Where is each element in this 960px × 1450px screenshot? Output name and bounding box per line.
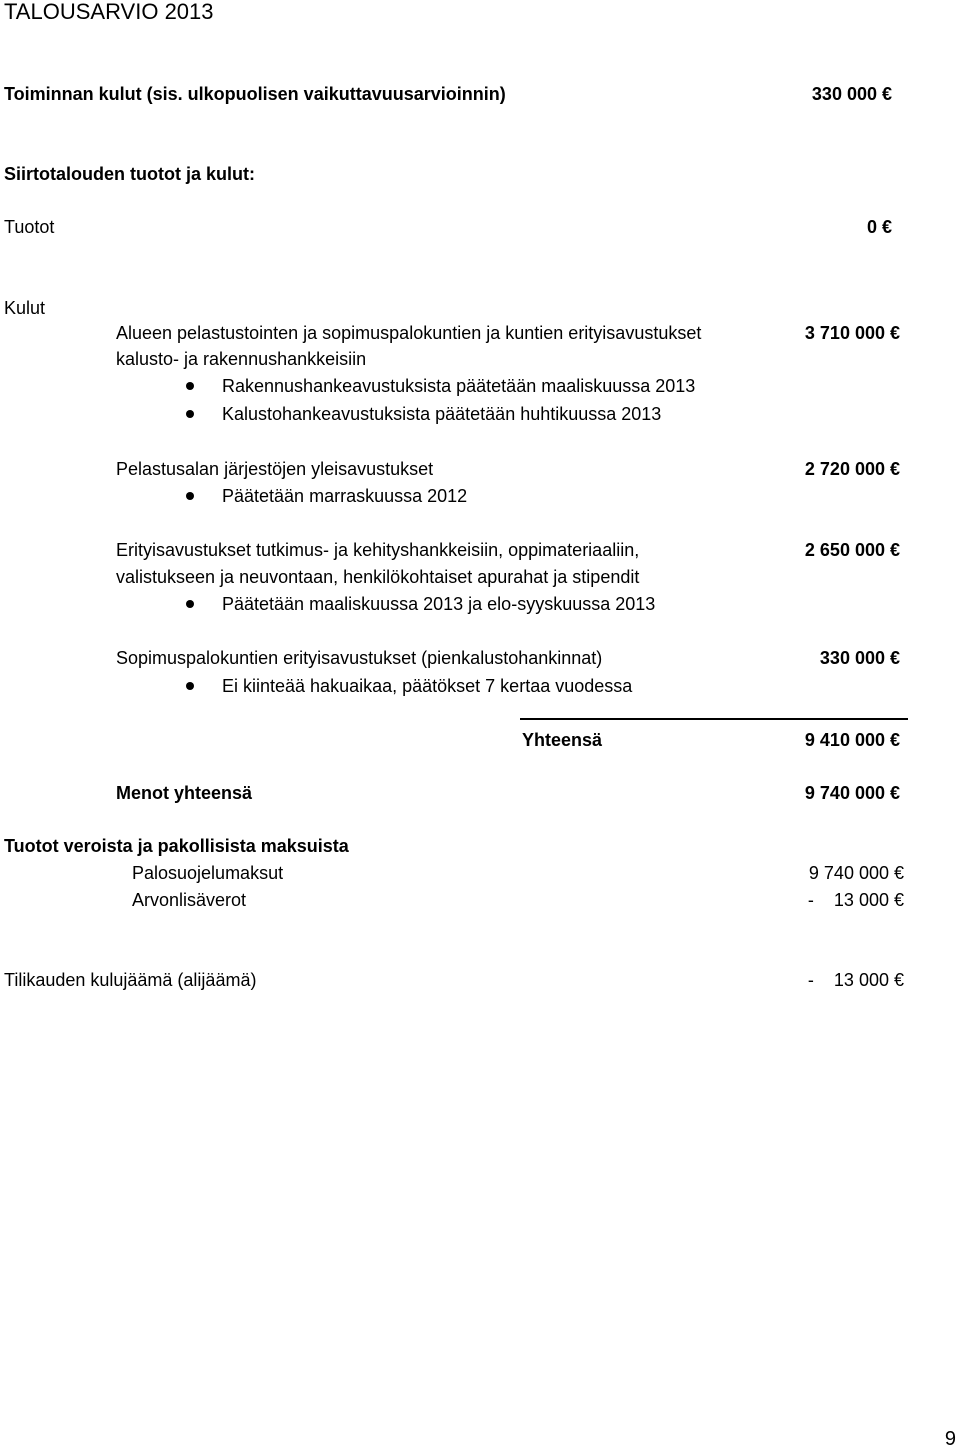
item-1-line1: Alueen pelastustointen ja sopimuspalokuntien ja kuntien erityisavustukset [116,323,702,343]
bullet-icon [186,410,194,418]
menot-yhteensa-amount: 9 740 000 € [804,783,900,803]
menot-yhteensa-label: Menot yhteensä [116,783,253,803]
item-2-amount: 2 720 000 € [804,459,900,479]
bullet-icon [186,382,194,390]
sum-rule [520,718,908,720]
tilikauden-kulujaama-label: Tilikauden kulujäämä (alijäämä) [4,970,257,990]
bullet-icon [186,682,194,690]
tuotot-veroista-heading: Tuotot veroista ja pakollisista maksuista [4,836,349,856]
item-3-line2: valistukseen ja neuvontaan, henkilökohtaiset apurahat ja stipendit [116,567,640,587]
arvonlisaverot-label: Arvonlisäverot [132,890,247,910]
yhteensa-amount: 9 410 000 € [804,730,900,750]
tuotot-amount: 0 € [866,217,892,237]
item-1-bullet-1: Rakennushankeavustuksista päätetään maaliskuussa 2013 [222,376,696,396]
siirtotalous-heading: Siirtotalouden tuotot ja kulut: [4,164,255,184]
yhteensa-label: Yhteensä [522,730,603,750]
item-3-line1: Erityisavustukset tutkimus- ja kehityshankkeisiin, oppimateriaaliin, [116,540,640,560]
item-4-amount: 330 000 € [819,648,900,668]
page-number: 9 [944,1428,956,1450]
kulut-heading: Kulut [4,298,46,318]
bullet-icon [186,600,194,608]
item-3-amount: 2 650 000 € [804,540,900,560]
toiminnan-kulut-label: Toiminnan kulut (sis. ulkopuolisen vaikuttavuusarvioinnin) [4,84,506,104]
item-3-bullet-1: Päätetään maaliskuussa 2013 ja elo-syyskuussa 2013 [222,594,656,614]
palosuojelumaksut-label: Palosuojelumaksut [132,863,284,883]
item-1-amount: 3 710 000 € [804,323,900,343]
arvonlisaverot-amount: - 13 000 € [807,890,904,910]
tilikauden-kulujaama-amount: - 13 000 € [807,970,904,990]
palosuojelumaksut-amount: 9 740 000 € [808,863,904,883]
tuotot-label: Tuotot [4,217,55,237]
item-1-bullet-2: Kalustohankeavustuksista päätetään huhtikuussa 2013 [222,404,662,424]
document-title: TALOUSARVIO 2013 [4,0,214,24]
toiminnan-kulut-amount: 330 000 € [811,84,892,104]
item-4-line1: Sopimuspalokuntien erityisavustukset (pienkalustohankinnat) [116,648,603,668]
bullet-icon [186,492,194,500]
item-4-bullet-1: Ei kiinteää hakuaikaa, päätökset 7 kertaa vuodessa [222,676,633,696]
item-2-line1: Pelastusalan järjestöjen yleisavustukset [116,459,434,479]
item-2-bullet-1: Päätetään marraskuussa 2012 [222,486,468,506]
item-1-line2: kalusto- ja rakennushankkeisiin [116,349,367,369]
